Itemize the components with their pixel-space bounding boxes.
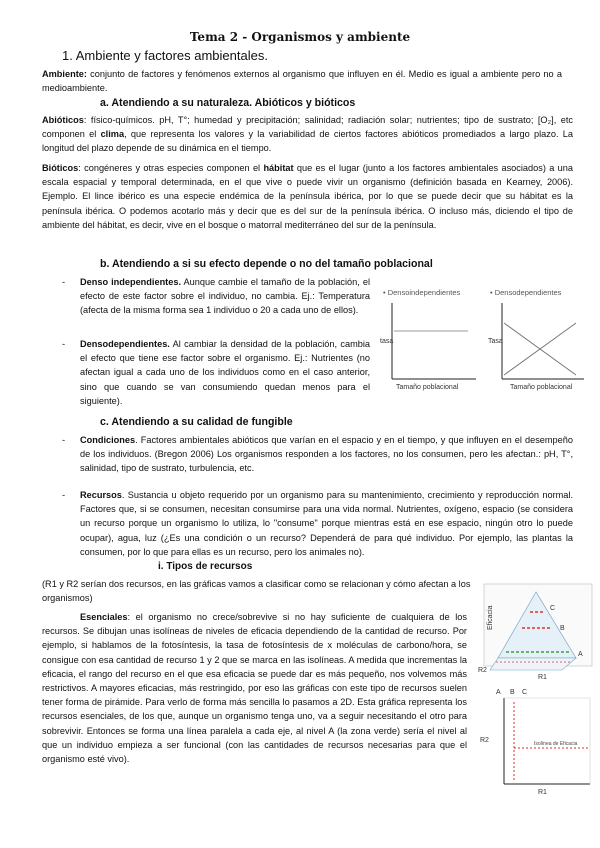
term-bioticos: Bióticos <box>42 163 79 173</box>
pyramid-graph <box>476 582 598 682</box>
paragraph-condiciones <box>80 433 573 476</box>
term-densodependientes: Densodependientes. <box>80 339 170 349</box>
ambiente-text: conjunto de factores y fenómenos externos al organismo que influyen en él. Medio es igual a ambiente pero no a medioambiente. <box>42 69 562 94</box>
recursos-text: . Sustancia u objeto requerido por un organismo para su mantenimiento, crecimiento y reproducción normal. Factores que, si se consumen, necesitan consumirse para una vida normal. Nutrientes, oxígeno, espacio (se considera un recurso porque un organismo lo utiliza, lo "consume" porque mientras está en ese espacio, ningún otro lo puede ocupar), agua, luz (¿Es una condición o un recurso? Dependerá de para qué individuo. Por ejemplo, las plantas la consumen, por lo que para ellas es un recurso, pero los animales no). <box>80 490 573 557</box>
term-esenciales: Esenciales <box>80 612 128 622</box>
left-graph-ylabel: tasa <box>380 338 394 345</box>
bullet-dash: - <box>62 489 66 500</box>
bullet-dash: - <box>62 434 66 445</box>
abioticos-text-1: : físico-químicos. pH, T°; humedad y precipitación; salinidad; radiación solar; nutrientes; tipo de sustrato; [O₂], etc componen el <box>42 115 573 140</box>
subheading-efecto: b. Atendiendo a si su efecto depende o no del tamaño poblacional <box>100 258 433 270</box>
term-abioticos: Abióticos <box>42 115 84 125</box>
subheading-naturaleza: a. Atendiendo a su naturaleza. Abióticos y bióticos <box>100 97 356 109</box>
pyramid-label-r1: R1 <box>538 674 547 681</box>
isoline-label-a: A <box>496 689 501 696</box>
term-habitat: hábitat <box>263 163 294 173</box>
pyramid-label-a: A <box>578 651 583 658</box>
bullet-dash: - <box>62 276 66 287</box>
pyramid-eficacia-label: Eficacia <box>487 605 494 630</box>
term-recursos: Recursos <box>80 490 122 500</box>
paragraph-recursos <box>80 488 573 559</box>
isoline-label-r1: R1 <box>538 789 547 796</box>
subheading-fungible: c. Atendiendo a su calidad de fungible <box>100 416 293 428</box>
legend-densoindependientes: • Densoindependientes <box>383 288 461 297</box>
isoline-label-c: C <box>522 689 528 696</box>
densoindependientes-text: Aunque cambie el tamaño de la población, el efecto de este factor sobre el individuo, no cambia. Ej.: Temperatura (afecta de la misma forma sea 1 individuo o 20 a cada uno de ellos). <box>80 277 370 316</box>
right-graph-ylabel: Tasa <box>488 338 503 345</box>
condiciones-text: . Factores ambientales abióticos que varían en el espacio y en el tiempo, y que influyen en el desempeño de los individuos. (Bregon 2006) Los organismos responden a los factores, no los consumen, pero les afectan.: pH, T°, salinidad, tipo de sustrato, turbulencia, etc. <box>80 435 573 474</box>
population-graphs <box>378 283 588 398</box>
isoline-graph <box>476 686 598 796</box>
right-graph-xlabel: Tamaño poblacional <box>510 384 573 391</box>
paragraph-ambiente <box>42 67 562 95</box>
pyramid-label-c: C <box>550 605 556 612</box>
paragraph-bioticos <box>42 161 573 232</box>
term-densoindependientes: Denso independientes. <box>80 277 182 287</box>
pyramid-base <box>490 658 576 670</box>
legend-densodependientes: • Densodependientes <box>490 288 562 297</box>
isoline-label-b: B <box>510 689 515 696</box>
paragraph-esenciales <box>42 610 467 766</box>
document-title: Tema 2 - Organismos y ambiente <box>189 30 411 44</box>
paragraph-densodependientes <box>80 337 370 408</box>
isoline-label-r2: R2 <box>480 737 489 744</box>
paragraph-abioticos <box>42 113 573 156</box>
section-heading-ambiente: 1. Ambiente y factores ambientales. <box>62 48 268 63</box>
bioticos-text-2: que es el lugar (junto a los factores ambientales asociados) a una escala espacial y temporal determinada, en el que vive o puede vivir un organismo (definición basada en Kearney, 2006). Ejemplo. El lince ibérico es una especie endémica de la península ibérica, por lo que se puede decir que su hábitat es la península ibérica. O podemos acotarlo más y decir que es del sur de la península ibérica. O incluso más, diciendo el tipo de ambiente del hábitat, es decir, vive en el bosque o matorral mediterráneo del sur de la península. <box>42 163 573 230</box>
abioticos-text-2: , que representa los valores y la variabilidad de ciertos factores abióticos promediados a largo plazo. La longitud del plazo depende de su dinámica en el tiempo. <box>42 129 573 154</box>
left-graph-xlabel: Tamaño poblacional <box>396 384 459 391</box>
term-ambiente: Ambiente: <box>42 69 87 79</box>
pyramid-label-r2: R2 <box>478 667 487 674</box>
densodependientes-text: Al cambiar la densidad de la población, cambia el efecto que tiene ese factor sobre el organismo. Ej.: Nutrientes (no afectan igual a cada uno de los individuos como en el caso anterior, sino que cuando se van consumiendo quedan menos para el siguiente). <box>80 339 370 406</box>
bullet-dash: - <box>62 338 66 349</box>
term-clima: clima <box>100 129 125 140</box>
term-condiciones: Condiciones <box>80 435 136 445</box>
isoline-caption: Isolínea de Eficacia <box>534 741 578 747</box>
paragraph-tipos-intro: (R1 y R2 serían dos recursos, en las gráficas vamos a clasificar como se relacionan y cómo afectan a los organismos) <box>42 579 471 604</box>
subheading-tipos-recursos: i. Tipos de recursos <box>158 561 253 572</box>
pyramid-label-b: B <box>560 625 565 632</box>
bioticos-text-1: : congéneres y otras especies componen el <box>78 163 264 173</box>
paragraph-densoindependientes <box>80 275 370 318</box>
esenciales-text: : el organismo no crece/sobrevive si no hay suficiente de cualquiera de los recursos. Se dibujan unas isolíneas de niveles de eficacia dependiendo de la cantidad de recurso. Por ejemplo, si hablamos de la fotosíntesis, la tasa de fotosíntesis de x moléculas de carbono/hora, se consigue con esa cantidad de recurso 1 y 2 que se marca en las isolíneas. A medida que incrementas la eficacia, el rango del recurso en el que esa eficacia se puede dar es más pequeño, nos volvemos más restrictivos. A mayores eficacias, más restringido, por eso las gráficas con este tipo de recursos suelen tener forma de pirámide. Para verlo de forma más sencilla lo pasamos a 2D. Esta gráfica representa los recursos esenciales, de los que, aunque un organismo tenga uno, va a seguir necesitando el otro para sobrevivir. Entonces se forma una línea paralela a cada eje, al nivel A (la zona verde) sería el nivel al que un individuo empieza a ser funcional (con las cantidades de recursos necesarias para que el organismo esté vivo). <box>42 612 467 765</box>
